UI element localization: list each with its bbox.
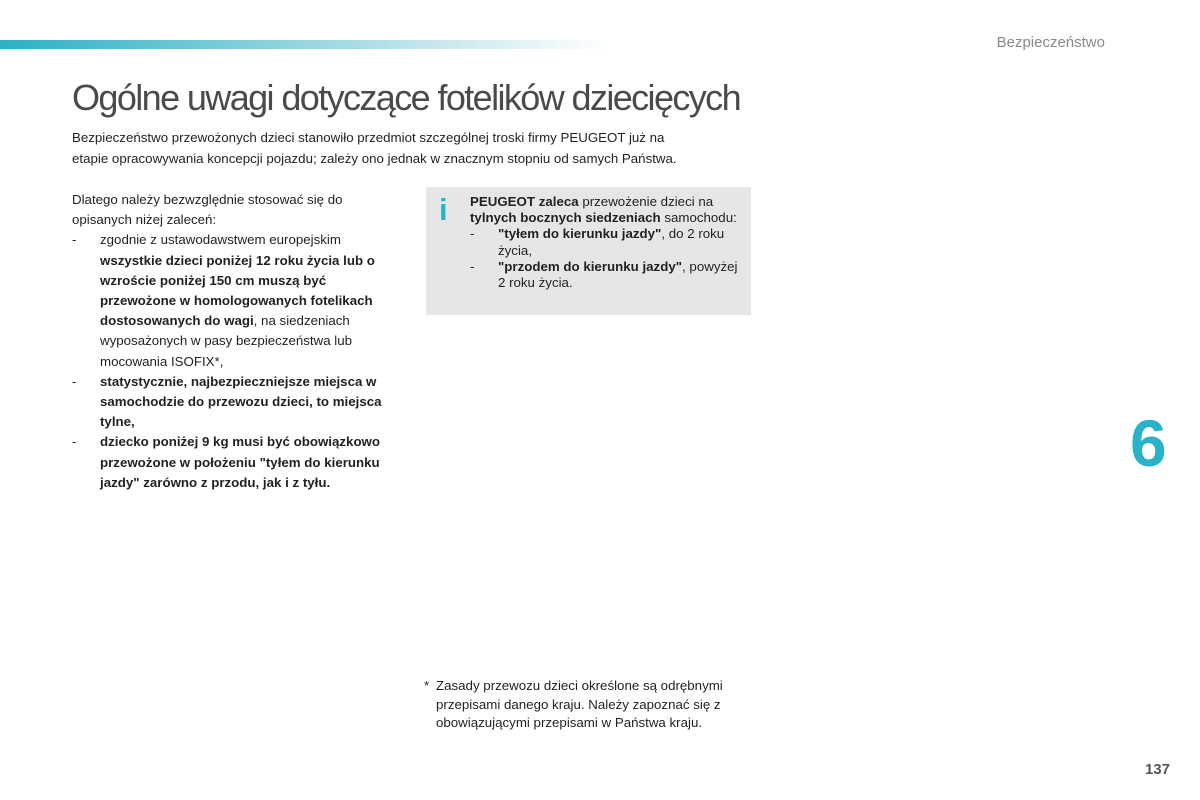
list-item-text: zgodnie z ustawodawstwem europejskim — [100, 232, 341, 248]
list-dash: - — [72, 232, 77, 248]
info-paragraph — [470, 194, 742, 226]
info-plain: samochodu: — [660, 210, 737, 226]
list-dash: - — [470, 258, 475, 274]
info-icon: i — [439, 192, 448, 227]
footnote-star: * — [424, 678, 430, 693]
list-item-bold: statystycznie, najbezpieczniejsze miejsca w samochodzie do przewozu dzieci, to miejsca tylne, — [100, 373, 382, 430]
page-title: Ogólne uwagi dotyczące fotelików dziecięcych — [72, 77, 740, 118]
info-text — [470, 194, 742, 291]
lead-paragraph: Dlatego należy bezwzględnie stosować się do opisanych niżej zaleceń: — [72, 192, 343, 228]
left-column — [72, 190, 402, 493]
info-list-item-body — [498, 226, 742, 258]
info-bold: "tyłem do kierunku jazdy" — [498, 226, 662, 242]
info-list-item — [470, 259, 742, 291]
info-box — [426, 187, 751, 315]
section-label: Bezpieczeństwo — [996, 34, 1105, 51]
info-bold: PEUGEOT zaleca — [470, 194, 579, 209]
list-item — [72, 432, 402, 493]
list-dash: - — [470, 226, 475, 242]
list-dash: - — [72, 434, 77, 450]
info-plain: , do 2 roku życia, — [498, 226, 725, 258]
list-item-bold: wszystkie dzieci poniżej 12 roku życia lub o wzroście poniżej 150 cm muszą być przewożone w homologowanych fotelikach dostosowanych do wagi — [100, 252, 375, 329]
list-item — [72, 372, 402, 433]
info-list-item — [470, 226, 742, 258]
intro-line-1: Bezpieczeństwo przewożonych dzieci stanowiło przedmiot szczególnej troski firmy PEUGEOT już na — [72, 130, 665, 145]
info-plain: przewożenie dzieci na — [578, 194, 714, 209]
footnote — [424, 677, 754, 733]
info-list-item-body — [498, 259, 742, 291]
info-bold: "przodem do kierunku jazdy" — [498, 258, 683, 274]
intro-line-2: etapie opracowywania koncepcji pojazdu; zależy ono jednak w znacznym stopniu od samych Państwa. — [72, 151, 677, 166]
intro-paragraph — [72, 127, 772, 169]
list-item-bold: dziecko poniżej 9 kg musi być obowiązkowo przewożone w położeniu "tyłem do kierunku jazdy" zarówno z przodu, jak i z tyłu. — [100, 434, 381, 490]
list-item-body — [100, 230, 402, 371]
chapter-number: 6 — [1130, 406, 1167, 480]
header-accent-bar — [0, 40, 610, 49]
page-number: 137 — [1144, 761, 1170, 778]
footnote-text: Zasady przewozu dzieci określone są odrębnymi przepisami danego kraju. Należy zapoznać się z obowiązującymi przepisami w Państwa kraju. — [436, 678, 723, 730]
list-item — [72, 230, 402, 371]
list-dash: - — [72, 373, 77, 389]
list-item-text: , na siedzeniach wyposażonych w pasy bezpieczeństwa lub mocowania ISOFIX*, — [100, 313, 353, 369]
info-bold: tylnych bocznych siedzeniach — [470, 210, 661, 226]
info-plain: , powyżej 2 roku życia. — [498, 258, 738, 291]
